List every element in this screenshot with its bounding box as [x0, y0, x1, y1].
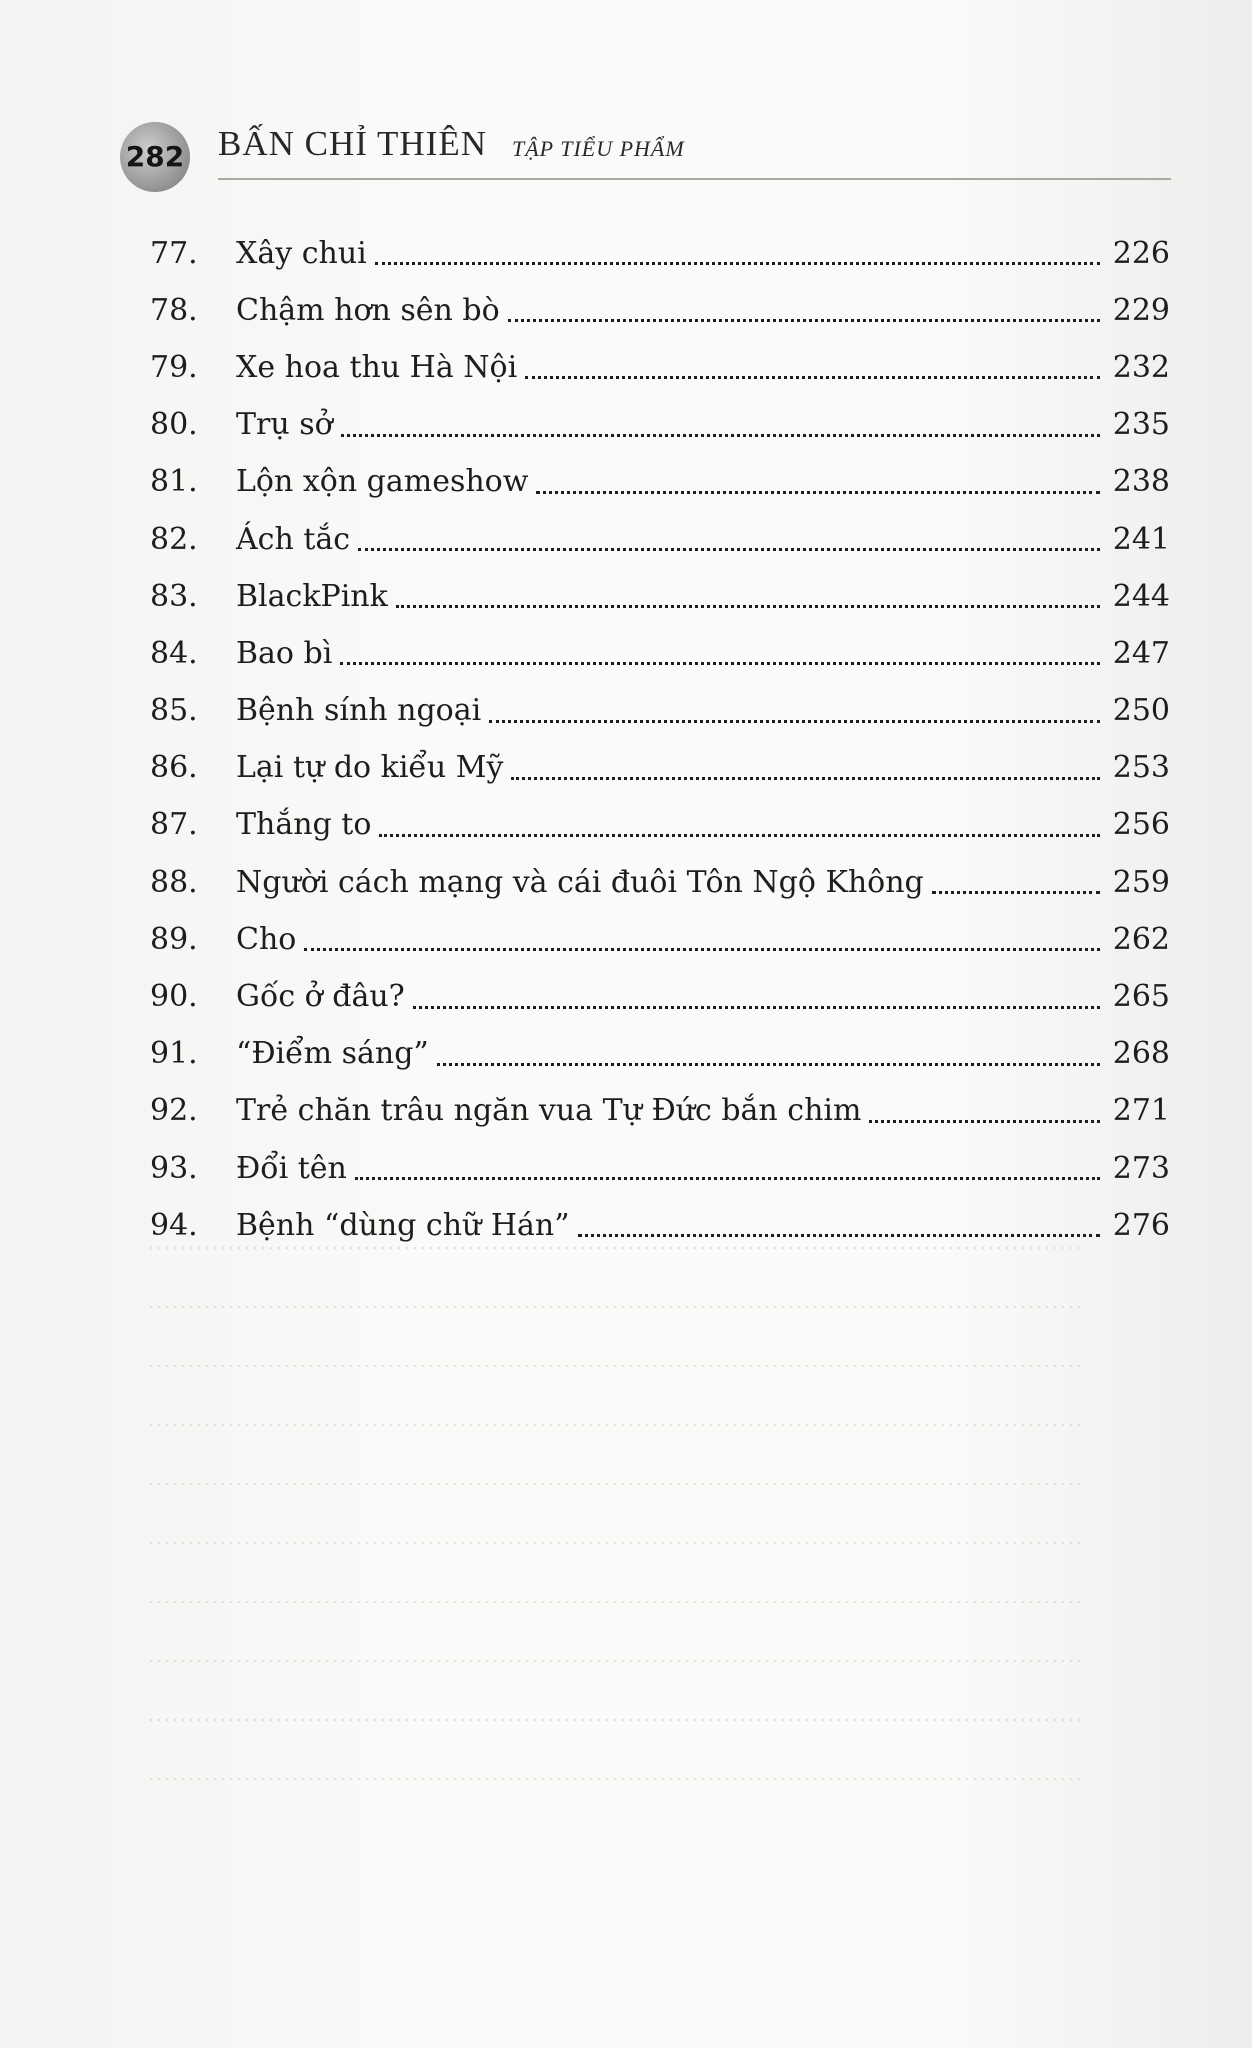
entry-title: Đổi tên — [236, 1150, 347, 1186]
entry-page: 244 — [1112, 578, 1170, 614]
entry-title: Lộn xộn gameshow — [236, 464, 529, 500]
dot-leader — [869, 1118, 1100, 1123]
toc-entry — [150, 911, 1170, 968]
entry-page: 226 — [1112, 235, 1170, 271]
entry-title: Bệnh sính ngoại — [236, 693, 482, 729]
entry-number: 82. — [150, 521, 198, 557]
toc-entry — [150, 625, 1170, 682]
dot-leader — [511, 775, 1100, 780]
book-subtitle: TẬP TIỂU PHẨM — [512, 136, 685, 161]
table-of-contents — [150, 225, 1170, 1254]
entry-number: 80. — [150, 407, 198, 443]
entry-page: 268 — [1112, 1036, 1170, 1072]
dot-leader — [340, 660, 1100, 665]
entry-number: 78. — [150, 292, 198, 328]
entry-page: 247 — [1112, 635, 1170, 671]
entry-page: 250 — [1112, 693, 1170, 729]
toc-entry — [150, 397, 1170, 454]
entry-number: 81. — [150, 464, 198, 500]
header-divider — [218, 178, 1171, 180]
dot-leader — [341, 432, 1100, 437]
toc-entry — [150, 854, 1170, 911]
entry-number: 86. — [150, 750, 198, 786]
entry-number: 87. — [150, 807, 198, 843]
dot-leader — [355, 1175, 1100, 1180]
dot-leader — [508, 317, 1100, 322]
entry-page: 271 — [1112, 1093, 1170, 1129]
toc-entry — [150, 740, 1170, 797]
entry-page: 232 — [1112, 349, 1170, 385]
entry-number: 89. — [150, 921, 198, 957]
toc-entry — [150, 568, 1170, 625]
reverse-page-bleed — [0, 1240, 1252, 1880]
entry-number: 84. — [150, 635, 198, 671]
toc-entry — [150, 1197, 1170, 1254]
entry-number: 79. — [150, 349, 198, 385]
entry-title: Chậm hơn sên bò — [236, 292, 500, 328]
entry-page: 273 — [1112, 1150, 1170, 1186]
entry-number: 85. — [150, 693, 198, 729]
dot-leader — [396, 603, 1100, 608]
dot-leader — [489, 718, 1100, 723]
toc-entry — [150, 225, 1170, 282]
entry-title: Xây chui — [236, 235, 367, 271]
toc-entry — [150, 282, 1170, 339]
entry-page: 262 — [1112, 921, 1170, 957]
entry-number: 77. — [150, 235, 198, 271]
entry-title: Thắng to — [236, 807, 372, 843]
toc-entry — [150, 511, 1170, 568]
entry-title: Cho — [236, 921, 297, 957]
entry-title: Người cách mạng và cái đuôi Tôn Ngộ Không — [236, 864, 924, 900]
dot-leader — [437, 1061, 1100, 1066]
toc-entry — [150, 968, 1170, 1025]
toc-entry — [150, 683, 1170, 740]
entry-page: 238 — [1112, 464, 1170, 500]
page-number: 282 — [120, 122, 190, 192]
dot-leader — [536, 489, 1100, 494]
entry-number: 83. — [150, 578, 198, 614]
dot-leader — [358, 546, 1100, 551]
entry-number: 91. — [150, 1036, 198, 1072]
entry-title: BlackPink — [236, 578, 388, 614]
entry-title: Ách tắc — [236, 521, 351, 557]
dot-leader — [525, 374, 1100, 379]
entry-title: Bao bì — [236, 635, 333, 671]
entry-number: 90. — [150, 979, 198, 1015]
entry-page: 256 — [1112, 807, 1170, 843]
entry-page: 253 — [1112, 750, 1170, 786]
entry-number: 93. — [150, 1150, 198, 1186]
toc-entry — [150, 1026, 1170, 1083]
toc-entry — [150, 1140, 1170, 1197]
entry-number: 88. — [150, 864, 198, 900]
entry-page: 265 — [1112, 979, 1170, 1015]
entry-title: Bệnh “dùng chữ Hán” — [236, 1207, 570, 1243]
entry-page: 235 — [1112, 407, 1170, 443]
toc-entry — [150, 339, 1170, 396]
entry-title: Xe hoa thu Hà Nội — [236, 349, 518, 385]
entry-title: Trụ sở — [236, 407, 333, 443]
entry-number: 92. — [150, 1093, 198, 1129]
entry-page: 259 — [1112, 864, 1170, 900]
dot-leader — [304, 946, 1100, 951]
dot-leader — [932, 889, 1100, 894]
book-title: BẤN CHỈ THIÊN — [218, 124, 488, 163]
dot-leader — [375, 260, 1100, 265]
entry-page: 276 — [1112, 1207, 1170, 1243]
entry-title: Gốc ở đâu? — [236, 979, 405, 1015]
entry-number: 94. — [150, 1207, 198, 1243]
entry-page: 229 — [1112, 292, 1170, 328]
page-header — [120, 112, 1172, 182]
entry-title: Trẻ chăn trâu ngăn vua Tự Đức bắn chim — [236, 1093, 862, 1129]
dot-leader — [379, 832, 1100, 837]
toc-entry — [150, 1083, 1170, 1140]
entry-title: Lại tự do kiểu Mỹ — [236, 750, 504, 786]
entry-page: 241 — [1112, 521, 1170, 557]
entry-title: “Điểm sáng” — [236, 1036, 429, 1072]
dot-leader — [578, 1232, 1100, 1237]
toc-entry — [150, 797, 1170, 854]
dot-leader — [413, 1004, 1100, 1009]
toc-entry — [150, 454, 1170, 511]
